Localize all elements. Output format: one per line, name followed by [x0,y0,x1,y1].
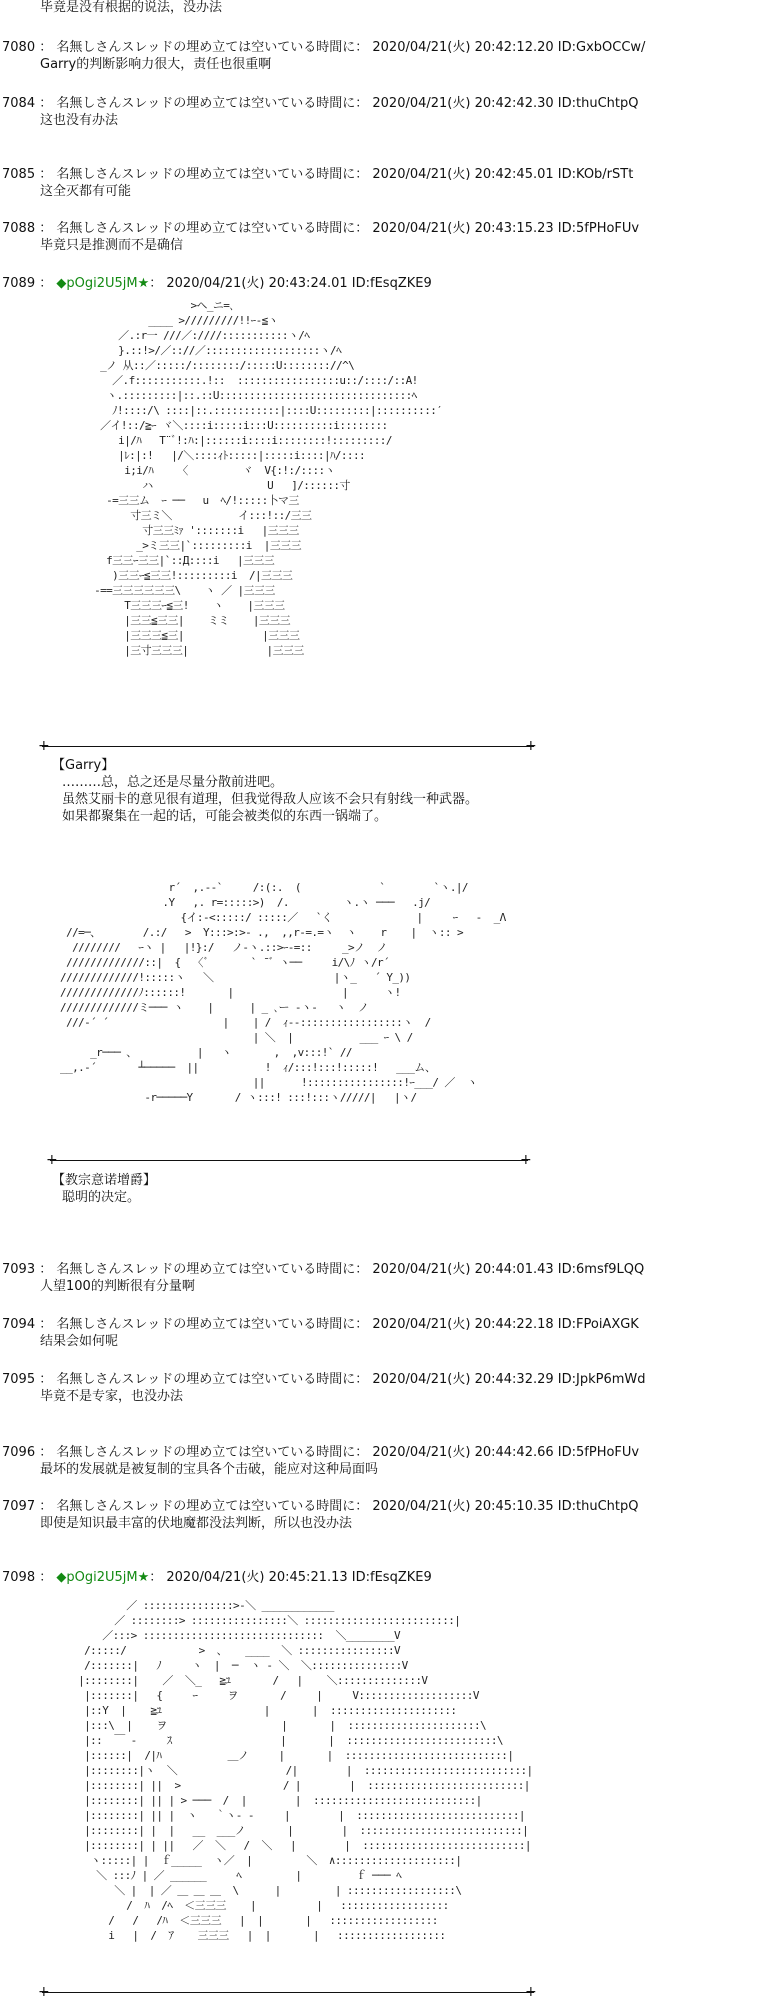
post-header: 7097 ： 名無しさんスレッドの埋め立ては空いている時間に： 2020/04/21(火) 20:45:10.35 ID:thuChtpQ [2,1499,639,1514]
caption-line: 聪明的决定。 [62,1190,141,1205]
post-header: 7094 ： 名無しさんスレッドの埋め立ては空いている時間に： 2020/04/21(火) 20:44:22.18 ID:FPoiAXGK [2,1317,639,1332]
post-id[interactable]: ID:JpkP6mWd [557,1372,646,1387]
op-tripcode: ◆pOgi2U5jM [56,276,138,291]
caption-line: 虽然艾丽卡的意见很有道理，但我觉得敌人应该不会只有射线一种武器。 [62,792,479,807]
post-body: 这全灭都有可能 [40,184,132,199]
post-header: 7080 ： 名無しさんスレッドの埋め立ては空いている時間に： 2020/04/21(火) 20:42:12.20 ID:GxbOCCw/ [2,40,646,55]
post-number[interactable]: 7096 [2,1445,36,1460]
post-number[interactable]: 7085 [2,167,36,182]
post-date: 2020/04/21(火) 20:42:45.01 [372,167,554,182]
divider-tick-left: + [46,1152,58,1168]
divider-tick-left: + [38,738,50,754]
divider-tick-right: + [520,1152,532,1168]
post-date: 2020/04/21(火) 20:44:01.43 [372,1262,554,1277]
ascii-art-pope: r´ ,.-‐` /:(:. ( ` `ヽ.|/ .Y ,. r=:::::>) /. ヽ.ヽ ─── .j/ {イ:-<:::::/ :::::／ `く | ｰ ‐ _Λ //=─、 /.:/ > Y:::>:>‐ ., ,,r-=.=ヽ ヽ r | ヽ:: > //////// ｰヽ | |!}:/ ノ‐ヽ.::>ｰ‐=:: _>ノ ノ /////////////::| { 〈ﾞ ` ̄ ゛ヽ── i/\ﾉ ヽ/r´ /////////////!:::::ヽ ＼ |ヽ_ ´ Y_)) /////////////ﾉ::::::! | | ヽ! /////////////ミ─── ヽ | | _ ､ー -ヽ- ヽ ノ ///-´ ´ | | / ｨ-‐:::::::::::::::::ヽ / | ＼ | ___ ｰ \ / _r─── 、 | ヽ , ,v:::!` // __,.-´ ┴───── || ! ｨ/:::!:::!:::::! ___ム、 || !::::::::::::::::!ｰ___/ ／ ヽ -r─────Y / ヽ:::! :::!:::ヽ/////| |ヽ/ [60,881,506,1104]
ascii-art-garry: >ヘ_ニ=､ ____ >/////////!!ｰ-≦ヽ ／.:r一 ///／:////:::::::::::ヽ/ﾍ }.::!>/／:://／:::::::::::::::::::ヽ/ﾍ _ノ 从::／:::::/::::::::/:::::U:::::::://^\ ／.f:::::::::::.!:: :::::::::::::::::u::/::::/::A! ヽ.:::::::::|::.::U::::::::::::::::::::::::::::::::ﾍ ﾉ!::::/\ ::::|::.:::::::::::|::::U:::::::::|::::::::::′ ／イ!::/≧ｰ ヾ＼::::i:::::i:::U::::::::::i:::::::: i|/ﾊ T¨ﾞ!:ﾊ:|::::::i::::i::::::::!:::::::::/ |ﾚ:|:! |/＼::::ｨﾄ:::::|:::::i::::|ﾊ/:::: i;i/ﾊ 〈 ヾ V{:!:/::::ヽ ハ U ]/::::::寸 -=三三ム ｰ ── u ﾍ/!:::::卜マ三 寸三ミ＼ イ:::!::/三三 寸三三ﾐｧ ':::::::i |三三三 _>ミ三三|`:::::::::i |三三三 f三三ｰ三三|`::Д::::i |三三三 )三三ｰ≦三三!:::::::::i /|三三三 -==三三三三三三\ ヽ ／ |三三三 T三三三ｰ≦三! ヽ |三三三 |三三≦三三| ミミ |三三三 |三三三≦三| |三三三 |三寸三三三| |三三三 [94,299,443,657]
post-date: 2020/04/21(火) 20:43:15.23 [372,221,554,236]
post-id[interactable]: ID:fEsqZKE9 [351,1570,432,1585]
post-id[interactable]: ID:GxbOCCw/ [557,40,646,55]
post-number[interactable]: 7097 [2,1499,36,1514]
post-body: 毕竟不是专家，也没办法 [40,1389,184,1404]
speaker-label: 【教宗意诺增爵】 [52,1173,157,1188]
op-post-header: 7089 ： ◆pOgi2U5jM★： 2020/04/21(火) 20:43:24.01 ID:fEsqZKE9 [2,276,432,291]
op-post-header: 7098 ： ◆pOgi2U5jM★： 2020/04/21(火) 20:45:21.13 ID:fEsqZKE9 [2,1570,432,1585]
post-number[interactable]: 7089 [2,276,36,291]
post-author: 名無しさんスレッドの埋め立ては空いている時間に [56,40,356,55]
post-date: 2020/04/21(火) 20:44:32.29 [372,1372,554,1387]
post-id[interactable]: ID:5fPHoFUv [557,1445,640,1460]
post-header: 7084 ： 名無しさんスレッドの埋め立ては空いている時間に： 2020/04/21(火) 20:42:42.30 ID:thuChtpQ [2,96,639,111]
post-id[interactable]: ID:thuChtpQ [557,96,639,111]
post-body: 结果会如何呢 [40,1334,119,1349]
post-body: 最坏的发展就是被复制的宝具各个击破，能应对这种局面吗 [40,1462,379,1477]
top-post-body: 毕竟是没有根据的说法，没办法 [40,0,223,15]
post-header: 7095 ： 名無しさんスレッドの埋め立ては空いている時間に： 2020/04/21(火) 20:44:32.29 ID:JpkP6mWd [2,1372,646,1387]
post-author: 名無しさんスレッドの埋め立ては空いている時間に [56,1372,356,1387]
post-body: 毕竟只是推测而不是确信 [40,238,184,253]
caption-line: 如果都聚集在一起的话，可能会被类似的东西一锅端了。 [62,809,388,824]
post-author: 名無しさんスレッドの埋め立ては空いている時間に [56,167,356,182]
post-author: 名無しさんスレッドの埋め立ては空いている時間に [56,1445,356,1460]
divider-tick-left: + [38,1984,50,2000]
post-date: 2020/04/21(火) 20:45:21.13 [166,1570,348,1585]
divider-line [50,1160,528,1161]
post-id[interactable]: ID:6msf9LQQ [557,1262,645,1277]
post-date: 2020/04/21(火) 20:43:24.01 [166,276,348,291]
ascii-art-voldemort: ／ :::::::::::::::>-＼ ____________ ／ ::::::::> ::::::::::::::::＼ :::::::::::::::::::::::::| ／:::> :::::::::::::::::::::::::::::: ＼________V /:::::/ > 、 ____ ＼ ::::::::::::::::V /:::::::| ﾉ ヽ | ─ ヽ ‐ ＼ ＼:::::::::::::::V |::::::::| ／ ＼_ ≧ﾕ / | ＼::::::::::::::V |:::::::| { ｰ ヲ / | V:::::::::::::::::::V |::Y | ≧ﾕ | | ::::::::::::::::::::: |:::\ | ヲ | | ::::::::::::::::::::::\ |:: ￣ ‐ ｽ | | :::::::::::::::::::::::::\ |::::::| /|ﾊ ＿ノ | | :::::::::::::::::::::::::::| |::::::::|ヽ ＼ /| | :::::::::::::::::::::::::::| |::::::::| || > / | | ::::::::::::::::::::::::::| |::::::::| || | > ─── / | | :::::::::::::::::::::::::::| |::::::::| || | ヽ ｀ヽ- ‐ | | :::::::::::::::::::::::::::| |::::::::| | | __ ___ノ | | :::::::::::::::::::::::::::| |::::::::| | || ／ ＼ / ＼ | | :::::::::::::::::::::::::::| ヽ:::::| | ｆ_____ ヽ／ | ＼ ∧::::::::::::::::::::| ＼ :::ﾉ | ／ ______ ﾍ | ｆ ─── ﾍ ＼ | | ／ ＿ ＿ ＿ \ | | ::::::::::::::::::\ / ﾊ /ﾍ ＜三三三 | | :::::::::::::::::: / / /ﾊ ＜三三三 | | | :::::::::::::::::: i | / ｱ 三三三 | | | :::::::::::::::::: [78,1599,533,1942]
post-id[interactable]: ID:FPoiAXGK [557,1317,639,1332]
star-icon: ★ [137,1570,150,1585]
post-body: 这也没有办法 [40,113,119,128]
op-tripcode: ◆pOgi2U5jM [56,1570,138,1585]
post-number[interactable]: 7080 [2,40,36,55]
post-body: Garry的判断影响力很大，责任也很重啊 [40,57,272,72]
star-icon: ★ [137,276,150,291]
post-body: 即使是知识最丰富的伏地魔都没法判断，所以也没办法 [40,1516,353,1531]
post-date: 2020/04/21(火) 20:42:42.30 [372,96,554,111]
post-header: 7093 ： 名無しさんスレッドの埋め立ては空いている時間に： 2020/04/21(火) 20:44:01.43 ID:6msf9LQQ [2,1262,645,1277]
post-header: 7088 ： 名無しさんスレッドの埋め立ては空いている時間に： 2020/04/21(火) 20:43:15.23 ID:5fPHoFUv [2,221,640,236]
post-id[interactable]: ID:KOb/rSTt [557,167,634,182]
caption-line: ………总，总之还是尽量分散前进吧。 [62,775,284,790]
post-id[interactable]: ID:thuChtpQ [557,1499,639,1514]
post-number[interactable]: 7088 [2,221,36,236]
post-date: 2020/04/21(火) 20:45:10.35 [372,1499,554,1514]
post-date: 2020/04/21(火) 20:44:22.18 [372,1317,554,1332]
post-date: 2020/04/21(火) 20:44:42.66 [372,1445,554,1460]
divider-tick-right: + [525,738,537,754]
post-number[interactable]: 7098 [2,1570,36,1585]
post-id[interactable]: ID:5fPHoFUv [557,221,640,236]
post-number[interactable]: 7084 [2,96,36,111]
post-author: 名無しさんスレッドの埋め立ては空いている時間に [56,1499,356,1514]
post-author: 名無しさんスレッドの埋め立ては空いている時間に [56,1262,356,1277]
post-author: 名無しさんスレッドの埋め立ては空いている時間に [56,221,356,236]
post-author: 名無しさんスレッドの埋め立ては空いている時間に [56,96,356,111]
post-number[interactable]: 7095 [2,1372,36,1387]
post-id[interactable]: ID:fEsqZKE9 [351,276,432,291]
post-body: 人望100的判断很有分量啊 [40,1279,195,1294]
speaker-label: 【Garry】 [52,758,115,773]
post-header: 7085 ： 名無しさんスレッドの埋め立ては空いている時間に： 2020/04/21(火) 20:42:45.01 ID:KOb/rSTt [2,167,634,182]
post-date: 2020/04/21(火) 20:42:12.20 [372,40,554,55]
post-number[interactable]: 7093 [2,1262,36,1277]
post-author: 名無しさんスレッドの埋め立ては空いている時間に [56,1317,356,1332]
divider-line [42,1992,534,1993]
post-number[interactable]: 7094 [2,1317,36,1332]
divider-line [42,746,534,747]
post-header: 7096 ： 名無しさんスレッドの埋め立ては空いている時間に： 2020/04/21(火) 20:44:42.66 ID:5fPHoFUv [2,1445,640,1460]
divider-tick-right: + [525,1984,537,2000]
